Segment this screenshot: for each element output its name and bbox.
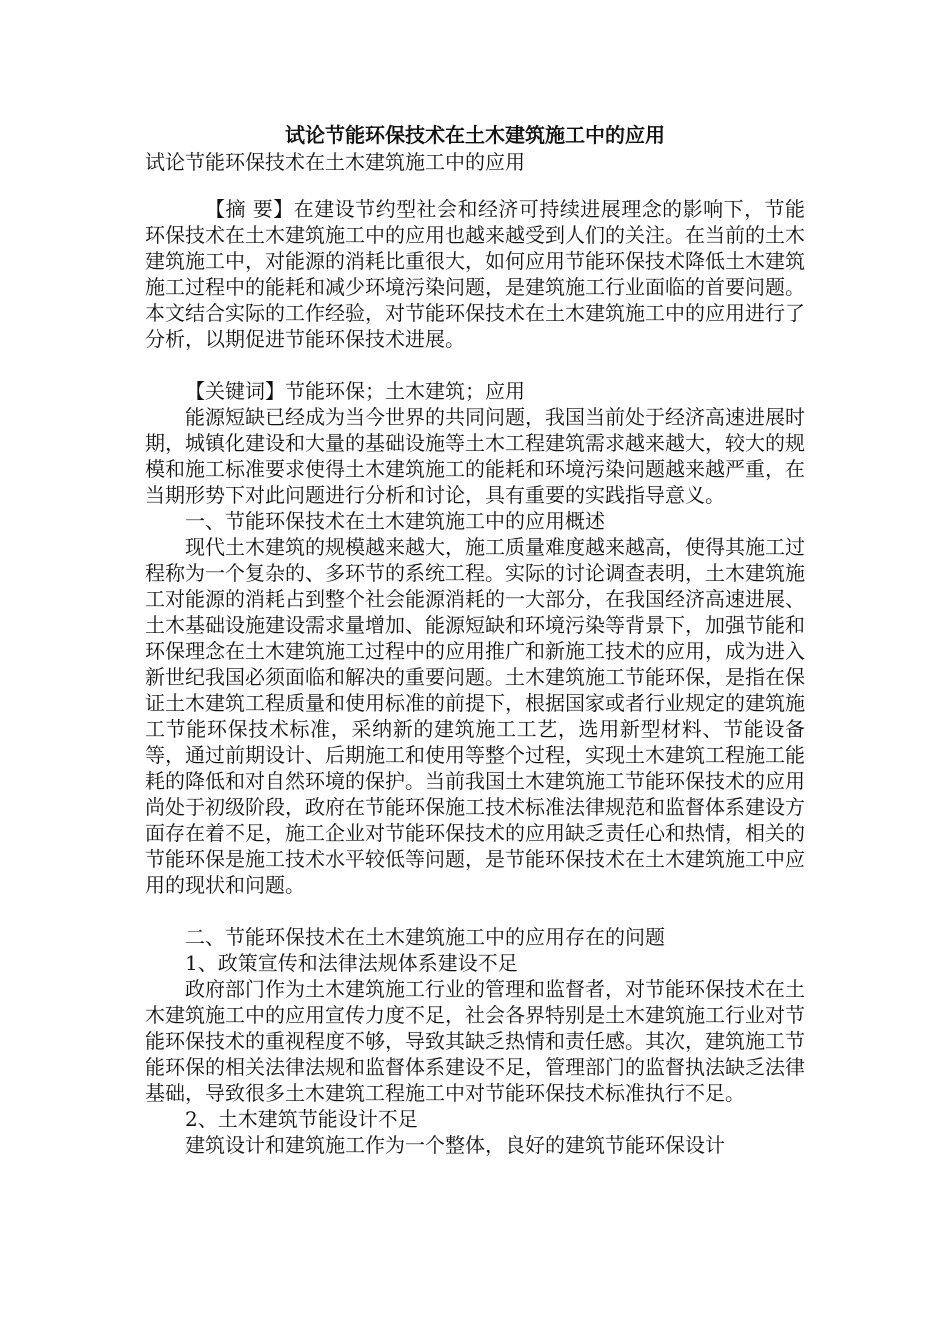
intro-paragraph: 能源短缺已经成为当今世界的共同问题，我国当前处于经济高速进展时期，城镇化建设和大量的基础设施等土木工程建筑需求越来越大，较大的规模和施工标准要求使得土木建筑施工的能耗和环境污染问题越来越严重，在当期形势下对此问题进行分析和讨论，具有重要的实践指导意义。 — [145, 405, 805, 507]
section2-sub1-heading: 1、政策宣传和法律法规体系建设不足 — [185, 951, 518, 975]
abstract-text: 在建设节约型社会和经济可持续进展理念的影响下，节能环保技术在土木建筑施工中的应用也越来越受到人们的关注。在当前的土木建筑施工中，对能源的消耗比重很大，如何应用节能环保技术降低土木建筑施工过程中的能耗和减少环境污染问题，是建筑施工行业面临的首要问题。本文结合实际的工作经验，对节能环保技术在土木建筑施工中的应用进行了分析，以期促进节能环保技术进展。 — [145, 197, 806, 351]
spacer — [145, 898, 805, 924]
keywords-label: 【关键词】 — [185, 379, 285, 403]
section1-heading: 一、节能环保技术在土木建筑施工中的应用概述 — [185, 509, 605, 533]
section2-sub1-paragraph: 政府部门作为土木建筑施工行业的管理和监督者，对节能环保技术在土木建筑施工中的应用宣传力度不足，社会各界特别是土木建筑施工行业对节能环保技术的重视程度不够，导致其缺乏热情和责任感。其次，建筑施工节能环保的相关法律法规和监督体系建设不足，管理部门的监督执法缺乏法律基础，导致很多土木建筑工程施工中对节能环保技术标准执行不足。 — [145, 977, 805, 1105]
document-title: 试论节能环保技术在土木建筑施工中的应用 — [285, 123, 665, 147]
keywords-paragraph — [145, 378, 805, 404]
abstract-label: 【摘 要】 — [205, 197, 294, 221]
keywords-text: 节能环保；土木建筑；应用 — [285, 379, 525, 403]
section2-heading: 二、节能环保技术在土木建筑施工中的应用存在的问题 — [185, 925, 665, 949]
abstract-paragraph — [145, 196, 805, 352]
section2-sub2-paragraph: 建筑设计和建筑施工作为一个整体，良好的建筑节能环保设计 — [185, 1133, 725, 1157]
section2-sub2-heading: 2、土木建筑节能设计不足 — [185, 1107, 418, 1131]
document-subtitle: 试论节能环保技术在土木建筑施工中的应用 — [145, 150, 525, 174]
section1-paragraph: 现代土木建筑的规模越来越大，施工质量难度越来越高，使得其施工过程称为一个复杂的、多环节的系统工程。实际的讨论调查表明，土木建筑施工对能源的消耗占到整个社会能源消耗的一大部分，在我国经济高速进展、土木基础设施建设需求量增加、能源短缺和环境污染等背景下，加强节能和环保理念在土木建筑施工过程中的应用推广和新施工技术的应用，成为进入新世纪我国必须面临和解决的重要问题。土木建筑施工节能环保，是指在保证土木建筑工程质量和使用标准的前提下，根据国家或者行业规定的建筑施工节能环保技术标准，采纳新的建筑施工工艺，选用新型材料、节能设备等，通过前期设计、后期施工和使用等整个过程，实现土木建筑工程施工能耗的降低和对自然环境的保护。当前我国土木建筑施工节能环保技术的应用尚处于初级阶段，政府在节能环保施工技术标准法律规范和监督体系建设方面存在着不足，施工企业对节能环保技术的应用缺乏责任心和热情，相关的节能环保是施工技术水平较低等问题，是节能环保技术在土木建筑施工中应用的现状和问题。 — [145, 535, 805, 897]
spacer — [145, 352, 805, 378]
document-body — [145, 196, 805, 1158]
